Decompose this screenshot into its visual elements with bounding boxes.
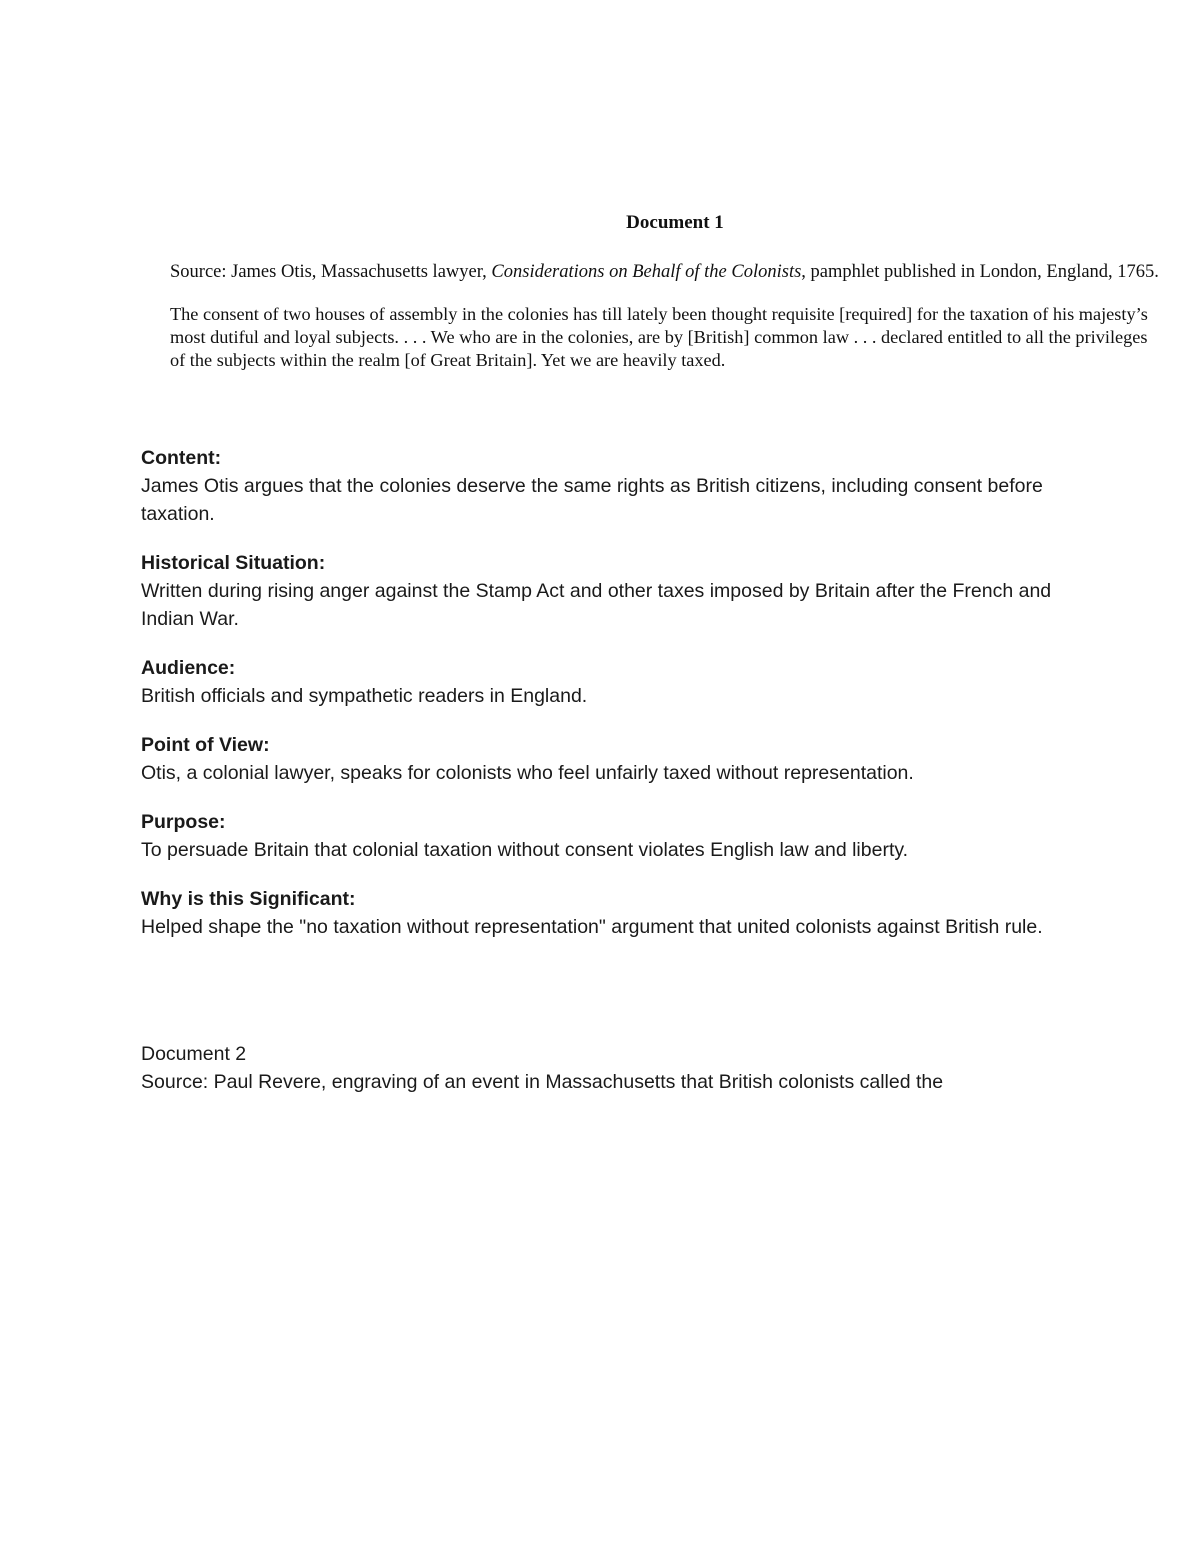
document-1-quote: The consent of two houses of assembly in the colonies has till lately been thought requisite [required] for the taxation of his majesty’s most dutiful and loyal subjects. . . . We who are in the colonies, are by [British] common law . . . declared entitled to all the privileges of the subjects within the realm [of Great Britain]. Yet we are heavily taxed. <box>170 304 1148 370</box>
document-2-title: Document 2 <box>141 1043 247 1065</box>
document-1-excerpt <box>170 212 1160 372</box>
answer-purpose <box>141 808 1061 864</box>
answer-content <box>141 444 1061 528</box>
answer-text: To persuade Britain that colonial taxation without consent violates English law and liberty. <box>141 839 909 861</box>
answer-point-of-view <box>141 731 1061 787</box>
answer-audience <box>141 654 1061 710</box>
answer-label: Why is this Significant: <box>141 888 356 910</box>
document-1-title: Document 1 <box>626 212 724 233</box>
document-2-section <box>141 1040 1061 1096</box>
answer-text: Written during rising anger against the Stamp Act and other taxes imposed by Britain after the French and Indian War. <box>141 580 1052 630</box>
document-2-source: Source: Paul Revere, engraving of an event in Massachusetts that British colonists called the <box>141 1071 944 1093</box>
answer-label: Point of View: <box>141 734 270 756</box>
answer-text: James Otis argues that the colonies deserve the same rights as British citizens, including consent before taxation. <box>141 475 1043 525</box>
analysis-answers <box>141 444 1061 962</box>
answer-text: Helped shape the "no taxation without representation" argument that united colonists against British rule. <box>141 916 1043 938</box>
answer-label: Purpose: <box>141 811 226 833</box>
source-suffix: , pamphlet published in London, England, 1765. <box>801 262 1159 282</box>
answer-text: British officials and sympathetic readers in England. <box>141 685 588 707</box>
source-work-title: Considerations on Behalf of the Colonists <box>491 262 802 282</box>
answer-label: Audience: <box>141 657 236 679</box>
answer-historical-situation <box>141 549 1061 633</box>
document-1-source <box>170 260 1160 284</box>
source-prefix: Source: James Otis, Massachusetts lawyer, <box>170 262 492 282</box>
answer-label: Historical Situation: <box>141 552 326 574</box>
answer-label: Content: <box>141 447 222 469</box>
answer-significance <box>141 885 1061 941</box>
answer-text: Otis, a colonial lawyer, speaks for colonists who feel unfairly taxed without representation. <box>141 762 914 784</box>
